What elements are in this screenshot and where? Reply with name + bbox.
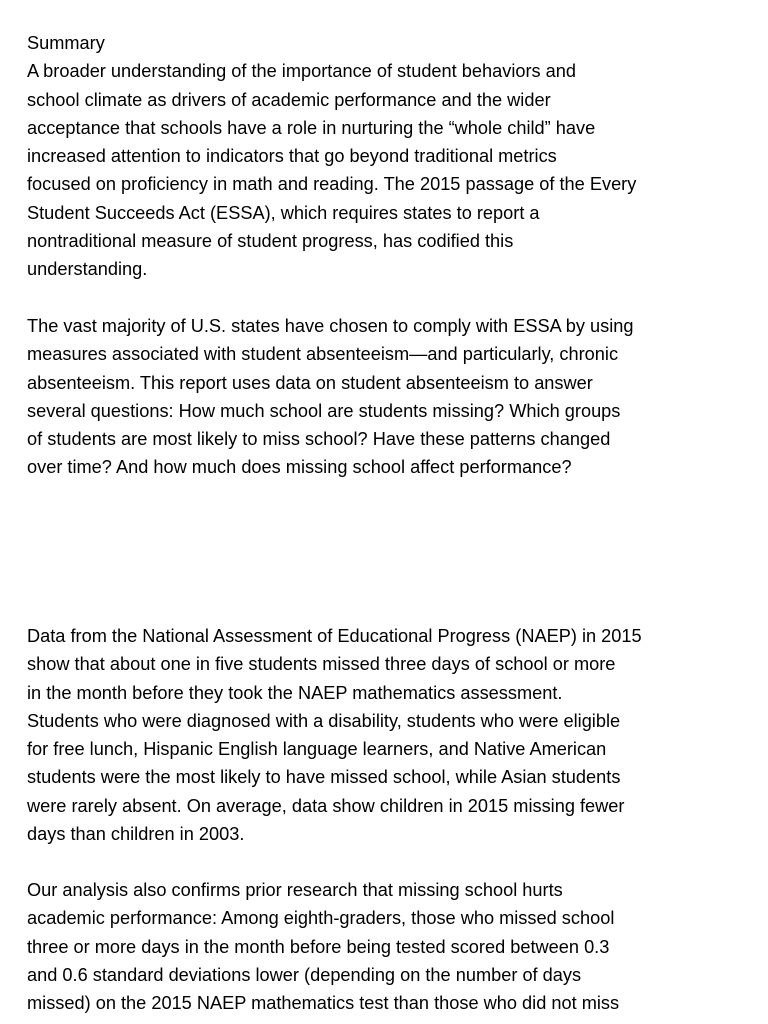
text-line: and 0.6 standard deviations lower (depending on the number of days — [27, 964, 582, 985]
text-line: absenteeism. This report uses data on student absenteeism to answer — [27, 372, 593, 393]
text-line: three or more days in the month before being tested scored between 0.3 — [27, 936, 610, 957]
text-line: academic performance: Among eighth-graders, those who missed school — [27, 908, 615, 929]
text-line: missed) on the 2015 NAEP mathematics test than those who did not miss — [27, 993, 620, 1014]
section-heading: Summary — [27, 33, 105, 53]
text-line: focused on proficiency in math and reading. The 2015 passage of the Every — [27, 174, 637, 195]
text-line: measures associated with student absenteeism—and particularly, chronic — [27, 344, 619, 365]
text-line: acceptance that schools have a role in nurturing the “whole child” have — [27, 117, 596, 138]
text-line: Our analysis also confirms prior research that missing school hurts — [27, 880, 563, 900]
text-line: were rarely absent. On average, data show children in 2015 missing fewer — [27, 795, 625, 816]
text-line: of students are most likely to miss school? Have these patterns changed — [27, 429, 611, 450]
text-line: A broader understanding of the importance of student behaviors and — [27, 61, 577, 82]
text-line: The vast majority of U.S. states have chosen to comply with ESSA by using — [27, 316, 634, 336]
paragraph-2 — [27, 312, 634, 482]
text-line: school climate as drivers of academic performance and the wider — [27, 89, 551, 110]
text-line: several questions: How much school are students missing? Which groups — [27, 400, 621, 421]
paragraph-3 — [27, 622, 642, 848]
paragraph-4 — [27, 876, 619, 1017]
text-line: Data from the National Assessment of Educational Progress (NAEP) in 2015 — [27, 626, 642, 646]
text-line: Students who were diagnosed with a disability, students who were eligible — [27, 710, 621, 731]
paragraph-1 — [27, 57, 636, 283]
text-line: for free lunch, Hispanic English language learners, and Native American — [27, 739, 607, 760]
text-line: over time? And how much does missing school affect performance? — [27, 457, 572, 478]
text-line: nontraditional measure of student progress, has codified this — [27, 231, 514, 252]
text-line: days than children in 2003. — [27, 824, 245, 845]
text-line: in the month before they took the NAEP mathematics assessment. — [27, 682, 563, 703]
text-line: understanding. — [27, 259, 148, 280]
text-line: students were the most likely to have missed school, while Asian students — [27, 767, 621, 788]
text-line: show that about one in five students missed three days of school or more — [27, 654, 616, 675]
text-line: increased attention to indicators that go beyond traditional metrics — [27, 146, 557, 167]
text-line: Student Succeeds Act (ESSA), which requires states to report a — [27, 202, 540, 223]
summary-section — [27, 29, 636, 284]
